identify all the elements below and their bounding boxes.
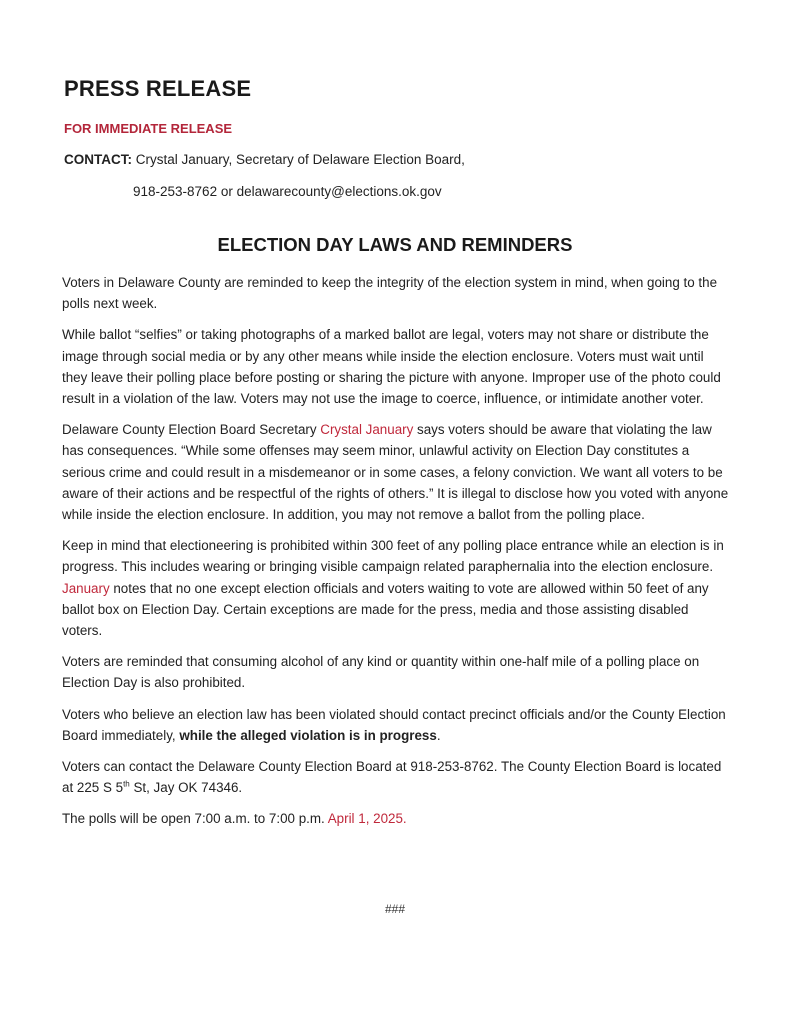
paragraph-3-end: says voters should be aware that violating the law has consequences. “While some offenses may seem minor, unlawful activity on Election Day constitutes a serious crime and could result in a misdemeanor or in some cases, a felony conviction. We want all voters to be aware of their actions and be respectful of the rights of others.” It is illegal to disclose how you voted with anyone while inside the election enclosure. In addition, you may not remove a ballot from the polling place. bbox=[62, 422, 729, 523]
end-mark: ### bbox=[384, 902, 406, 916]
contact-details: 918-253-8762 or delawarecounty@elections.ok.gov bbox=[133, 184, 442, 199]
paragraph-6-end: . bbox=[436, 727, 441, 743]
paragraph-4-end: notes that no one except election officials and voters waiting to vote are allowed within 50 feet of any ballot box on Election Day. Certain exceptions are made for the press, media and those assisting disabled voters. bbox=[62, 580, 709, 639]
paragraph-2: While ballot “selfies” or taking photographs of a marked ballot are legal, voters may not share or distribute the image through social media or by any other means while inside the election enclosure. Voters must wait until they leave their polling place before posting or sharing the picture with anyone. Improper use of the photo could result in a violation of the law. Voters may not use the image to coerce, influence, or intimidate another voter. bbox=[62, 327, 721, 407]
secretary-surname: January bbox=[62, 580, 110, 596]
election-date: April 1, 2025. bbox=[327, 811, 407, 827]
paragraph-6-emphasis: while the alleged violation is in progress bbox=[179, 727, 437, 743]
paragraph-3 bbox=[62, 419, 732, 525]
release-note: FOR IMMEDIATE RELEASE bbox=[64, 121, 233, 136]
contact-name: Crystal January, Secretary of Delaware Election Board, bbox=[132, 152, 465, 167]
paragraph-1: Voters in Delaware County are reminded to keep the integrity of the election system in mind, when going to the polls next week. bbox=[62, 275, 718, 312]
paragraph-3-start: Delaware County Election Board Secretary bbox=[62, 422, 321, 438]
paragraph-7 bbox=[62, 756, 732, 798]
paragraph-7-start: Voters can contact the Delaware County Election Board at 918-253-8762. The County Election Board is located at 225 S 5 bbox=[62, 759, 722, 796]
article-body bbox=[62, 272, 732, 840]
secretary-name: Crystal January bbox=[320, 422, 414, 438]
paragraph-4 bbox=[62, 535, 732, 641]
paragraph-6 bbox=[62, 704, 732, 746]
paragraph-4-start: Keep in mind that electioneering is prohibited within 300 feet of any polling place entrance while an election is in progress. This includes wearing or bringing visible campaign related paraphernalia into the election enclosure. bbox=[62, 538, 724, 575]
contact-line bbox=[64, 152, 465, 167]
contact-label: CONTACT: bbox=[64, 152, 132, 167]
paragraph-5: Voters are reminded that consuming alcohol of any kind or quantity within one-half mile of a polling place on Election Day is also prohibited. bbox=[62, 654, 700, 691]
paragraph-7-end: St, Jay OK 74346. bbox=[129, 780, 243, 796]
paragraph-6-start: Voters who believe an election law has been violated should contact precinct officials and/or the County Election Board immediately, bbox=[62, 706, 726, 743]
page-title: PRESS RELEASE bbox=[64, 76, 252, 101]
ordinal-suffix: th bbox=[123, 779, 130, 789]
headline: ELECTION DAY LAWS AND REMINDERS bbox=[217, 234, 573, 255]
paragraph-8-start: The polls will be open 7:00 a.m. to 7:00 p.m. bbox=[62, 811, 328, 827]
paragraph-8 bbox=[62, 808, 732, 829]
